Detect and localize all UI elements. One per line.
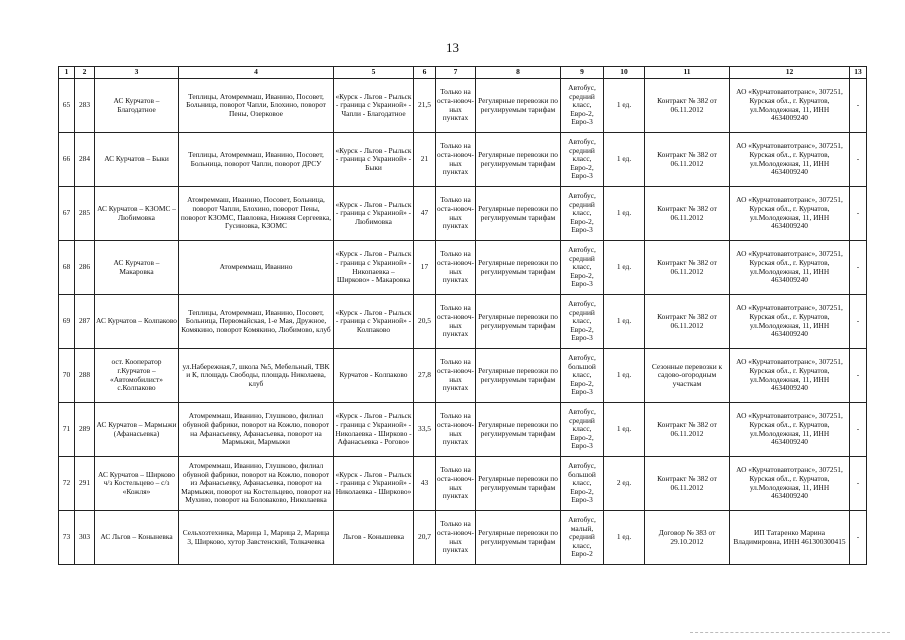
row-number-cell: 66 — [59, 133, 75, 187]
vehicle-cell: Автобус, малый, средний класс, Евро-2 — [561, 511, 604, 565]
stops-cell: Теплицы, Атомреммаш, Иванино, Посовет, Больница, поворот Чапли, Блохино, поворот Пены, Озерковое — [179, 79, 334, 133]
road-cell: «Курск - Льгов - Рыльск - граница с Украиной» - Чапли - Благодатное — [334, 79, 414, 133]
row-number-cell: 69 — [59, 295, 75, 349]
table-row — [59, 241, 867, 295]
contract-cell: Сезонные перевозки к садово-огородным участкам — [645, 349, 730, 403]
vehicle-cell: Автобус, средний класс, Евро-2, Евро-3 — [561, 133, 604, 187]
note-cell: - — [850, 241, 867, 295]
column-header: 4 — [179, 67, 334, 79]
note-cell: - — [850, 403, 867, 457]
road-cell: Льгов - Конышевка — [334, 511, 414, 565]
route-name-cell: АС Курчатов – Ширково ч/з Костельцево – с/з «Кожля» — [95, 457, 179, 511]
routes-table — [58, 66, 867, 565]
contract-cell: Контракт № 382 от 06.11.2012 — [645, 457, 730, 511]
vehicle-cell: Автобус, средний класс, Евро-2, Евро-3 — [561, 241, 604, 295]
boarding-cell: Только на оста-новоч-ных пунктах — [436, 133, 476, 187]
boarding-cell: Только на оста-новоч-ных пунктах — [436, 295, 476, 349]
boarding-cell: Только на оста-новоч-ных пунктах — [436, 79, 476, 133]
carrier-cell: АО «Курчатовавтотранс», 307251, Курская обл., г. Курчатов, ул.Молодежная, 11, ИНН 4634009240 — [730, 403, 850, 457]
road-cell: «Курск - Льгов - Рыльск - граница с Украиной» - Николаевка - Ширково - Афанасьевка - Рогово» — [334, 403, 414, 457]
vehicle-count-cell: 1 ед. — [604, 349, 645, 403]
road-cell: «Курск - Льгов - Рыльск - граница с Украиной» - Никопаевка – Ширково» - Макаровка — [334, 241, 414, 295]
transport-type-cell: Регулярные перевозки по регулируемым тарифам — [476, 349, 561, 403]
road-cell: «Курск - Льгов - Рыльск - граница с Украиной» - Быки — [334, 133, 414, 187]
note-cell: - — [850, 187, 867, 241]
transport-type-cell: Регулярные перевозки по регулируемым тарифам — [476, 187, 561, 241]
row-number-cell: 67 — [59, 187, 75, 241]
vehicle-cell: Автобус, большой класс, Евро-2, Евро-3 — [561, 457, 604, 511]
route-name-cell: АС Курчатов – Мармыжи (Афанасьевка) — [95, 403, 179, 457]
route-name-cell: АС Льгов – Коныневка — [95, 511, 179, 565]
vehicle-count-cell: 1 ед. — [604, 241, 645, 295]
column-header: 6 — [414, 67, 436, 79]
stops-cell: Атомреммаш, Иванино, Глушково, филиал обувной фабрики, поворот на Кожлю, поворот на Афанасьевку, Афанасьевка, поворот на Мармыжи, Мармыжи — [179, 403, 334, 457]
vehicle-count-cell: 1 ед. — [604, 511, 645, 565]
route-name-cell: АС Курчатов – Благодатное — [95, 79, 179, 133]
route-number-cell: 303 — [75, 511, 95, 565]
road-cell: «Курск - Льгов - Рыльск - граница с Украиной» - Любимовка — [334, 187, 414, 241]
row-number-cell: 73 — [59, 511, 75, 565]
transport-type-cell: Регулярные перевозки по регулируемым тарифам — [476, 511, 561, 565]
contract-cell: Договор № 383 от 29.10.2012 — [645, 511, 730, 565]
table-row — [59, 349, 867, 403]
contract-cell: Контракт № 382 от 06.11.2012 — [645, 133, 730, 187]
column-header: 9 — [561, 67, 604, 79]
column-header: 8 — [476, 67, 561, 79]
stops-cell: Атомреммаш, Иванино, Посовет, Больница, поворот Чапли, Блохино, поворот Пены, поворот КЗОМС, Павловка, Нижняя Сергеевка, Гусиновка, КЗОМС — [179, 187, 334, 241]
row-number-cell: 65 — [59, 79, 75, 133]
vehicle-cell: Автобус, средний класс, Евро-2, Евро-3 — [561, 187, 604, 241]
distance-cell: 43 — [414, 457, 436, 511]
boarding-cell: Только на оста-новоч-ных пунктах — [436, 403, 476, 457]
contract-cell: Контракт № 382 от 06.11.2012 — [645, 79, 730, 133]
contract-cell: Контракт № 382 от 06.11.2012 — [645, 241, 730, 295]
transport-type-cell: Регулярные перевозки по регулируемым тарифам — [476, 295, 561, 349]
row-number-cell: 68 — [59, 241, 75, 295]
note-cell: - — [850, 295, 867, 349]
vehicle-count-cell: 1 ед. — [604, 403, 645, 457]
vehicle-cell: Автобус, большой класс, Евро-2, Евро-3 — [561, 349, 604, 403]
column-header: 3 — [95, 67, 179, 79]
note-cell: - — [850, 511, 867, 565]
distance-cell: 21,5 — [414, 79, 436, 133]
road-cell: Курчатов - Колпаково — [334, 349, 414, 403]
stops-cell: Сельхозтехника, Марица 1, Марица 2, Марица 3, Ширково, хутор Завстенский, Толкачевка — [179, 511, 334, 565]
distance-cell: 21 — [414, 133, 436, 187]
row-number-cell: 71 — [59, 403, 75, 457]
transport-type-cell: Регулярные перевозки по регулируемым тарифам — [476, 133, 561, 187]
distance-cell: 17 — [414, 241, 436, 295]
note-cell: - — [850, 79, 867, 133]
table-row — [59, 511, 867, 565]
route-number-cell: 289 — [75, 403, 95, 457]
column-header: 7 — [436, 67, 476, 79]
stops-cell: Теплицы, Атомреммаш, Иванино, Посовет, Больница, Первомайская, 1-е Мая, Дружное, Комякино, поворот Комякино, Любимово, клуб — [179, 295, 334, 349]
carrier-cell: АО «Курчатовавтотранс», 307251, Курская обл., г. Курчатов, ул.Молодежная, 11, ИНН 4634009240 — [730, 79, 850, 133]
carrier-cell: АО «Курчатовавтотранс», 307251, Курская обл., г. Курчатов, ул.Молодежная, 11, ИНН 4634009240 — [730, 133, 850, 187]
scan-artifact-line — [690, 632, 890, 634]
stops-cell: Атомреммаш, Иванино, Глушково, филиал обувной фабрики, поворот на Кожлю, поворот из Афанасьевку, Афанасьевка, поворот на Мармыжи, поворот на Костельцево, поворот на Мухино, поворот на Боловаково, Николаевка — [179, 457, 334, 511]
column-header: 5 — [334, 67, 414, 79]
distance-cell: 20,5 — [414, 295, 436, 349]
row-number-cell: 70 — [59, 349, 75, 403]
vehicle-count-cell: 1 ед. — [604, 295, 645, 349]
road-cell: «Курск - Льгов - Рыльск - граница с Украиной» - Колпаково — [334, 295, 414, 349]
vehicle-cell: Автобус, средний класс, Евро-2, Евро-3 — [561, 403, 604, 457]
vehicle-count-cell: 1 ед. — [604, 133, 645, 187]
table-row — [59, 133, 867, 187]
column-header: 1 — [59, 67, 75, 79]
page-number: 13 — [446, 40, 459, 55]
transport-type-cell: Регулярные перевозки по регулируемым тарифам — [476, 403, 561, 457]
boarding-cell: Только на оста-новоч-ных пунктах — [436, 349, 476, 403]
carrier-cell: АО «Курчатовавтотранс», 307251, Курская обл., г. Курчатов, ул.Молодежная, 11, ИНН 4634009240 — [730, 241, 850, 295]
table-body — [59, 79, 867, 565]
carrier-cell: АО «Курчатовавтотранс», 307251, Курская обл., г. Курчатов, ул.Молодежная, 11, ИНН 4634009240 — [730, 295, 850, 349]
header-row — [59, 67, 867, 79]
route-name-cell: ост. Кооператор г.Курчатов – «Автомобилист» с.Колпаково — [95, 349, 179, 403]
route-number-cell: 286 — [75, 241, 95, 295]
column-header: 11 — [645, 67, 730, 79]
carrier-cell: АО «Курчатовавтотранс», 307251, Курская обл., г. Курчатов, ул.Молодежная, 11, ИНН 4634009240 — [730, 457, 850, 511]
contract-cell: Контракт № 382 от 06.11.2012 — [645, 403, 730, 457]
column-header: 2 — [75, 67, 95, 79]
transport-type-cell: Регулярные перевозки по регулируемым тарифам — [476, 241, 561, 295]
row-number-cell: 72 — [59, 457, 75, 511]
vehicle-count-cell: 2 ед. — [604, 457, 645, 511]
vehicle-count-cell: 1 ед. — [604, 79, 645, 133]
vehicle-count-cell: 1 ед. — [604, 187, 645, 241]
distance-cell: 47 — [414, 187, 436, 241]
column-header: 12 — [730, 67, 850, 79]
distance-cell: 20,7 — [414, 511, 436, 565]
stops-cell: ул.Набережная,7, школа №5, Мебельный, ТВК и К, площадь Свободы, площадь Николаева, клуб — [179, 349, 334, 403]
table-row — [59, 457, 867, 511]
stops-cell: Атомреммаш, Иванино — [179, 241, 334, 295]
note-cell: - — [850, 457, 867, 511]
route-name-cell: АС Курчатов – Макаровка — [95, 241, 179, 295]
vehicle-cell: Автобус, средний класс, Евро-2, Евро-3 — [561, 295, 604, 349]
transport-type-cell: Регулярные перевозки по регулируемым тарифам — [476, 79, 561, 133]
column-header: 13 — [850, 67, 867, 79]
route-name-cell: АС Курчатов – КЗОМС – Любимовка — [95, 187, 179, 241]
table-row — [59, 79, 867, 133]
transport-type-cell: Регулярные перевозки по регулируемым тарифам — [476, 457, 561, 511]
route-number-cell: 287 — [75, 295, 95, 349]
boarding-cell: Только на оста-новоч-ных пунктах — [436, 511, 476, 565]
route-number-cell: 283 — [75, 79, 95, 133]
boarding-cell: Только на оста-новоч-ных пунктах — [436, 457, 476, 511]
route-number-cell: 284 — [75, 133, 95, 187]
contract-cell: Контракт № 382 от 06.11.2012 — [645, 187, 730, 241]
route-number-cell: 291 — [75, 457, 95, 511]
boarding-cell: Только на оста-новоч-ных пунктах — [436, 187, 476, 241]
stops-cell: Теплицы, Атомреммаш, Иванино, Посовет, Больница, поворот Чапли, поворот ДРСУ — [179, 133, 334, 187]
route-number-cell: 288 — [75, 349, 95, 403]
vehicle-cell: Автобус, средний класс, Евро-2, Евро-3 — [561, 79, 604, 133]
distance-cell: 33,5 — [414, 403, 436, 457]
road-cell: «Курск - Льгов - Рыльск - граница с Украиной» - Николаевка - Ширково» — [334, 457, 414, 511]
table-row — [59, 403, 867, 457]
note-cell: - — [850, 133, 867, 187]
route-name-cell: АС Курчатов – Колпаково — [95, 295, 179, 349]
column-header: 10 — [604, 67, 645, 79]
route-number-cell: 285 — [75, 187, 95, 241]
table-row — [59, 295, 867, 349]
carrier-cell: ИП Татаренко Марина Владимировна, ИНН 461300300415 — [730, 511, 850, 565]
boarding-cell: Только на оста-новоч-ных пунктах — [436, 241, 476, 295]
table-row — [59, 187, 867, 241]
distance-cell: 27,8 — [414, 349, 436, 403]
carrier-cell: АО «Курчатовавтотранс», 307251, Курская обл., г. Курчатов, ул.Молодежная, 11, ИНН 4634009240 — [730, 349, 850, 403]
note-cell: - — [850, 349, 867, 403]
carrier-cell: АО «Курчатовавтотранс», 307251, Курская обл., г. Курчатов, ул.Молодежная, 11, ИНН 4634009240 — [730, 187, 850, 241]
contract-cell: Контракт № 382 от 06.11.2012 — [645, 295, 730, 349]
route-name-cell: АС Курчатов – Быки — [95, 133, 179, 187]
